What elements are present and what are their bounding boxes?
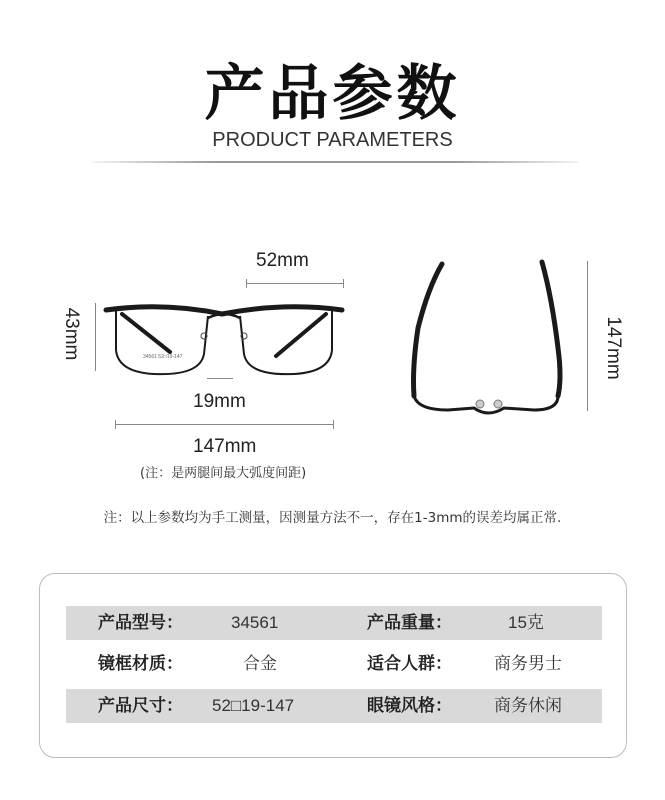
lens-height-label: 43mm [61,307,82,361]
spec-label-style: 眼镜风格： [367,696,452,716]
lens-width-tick-left [246,279,247,288]
total-width-tick-right [333,420,334,429]
spec-value-style: 商务休闲 [494,696,562,715]
lens-width-line [246,283,344,284]
glasses-top-view-image [408,258,568,418]
spec-value-weight: 15克 [508,613,544,632]
lens-width-tick-right [343,279,344,288]
spec-label-weight: 产品重量： [367,613,452,633]
header-divider [92,161,578,163]
page-title: 产品参数 [204,59,461,129]
spec-label-material: 镜框材质： [98,654,183,674]
spec-row [66,647,602,681]
frame-inner-label: 34561 52□19-147 [143,354,183,360]
total-width-note: (注：是两腿间最大弧度间距) [140,466,307,481]
page-subtitle: PRODUCT PARAMETERS [212,129,453,151]
spec-value-audience: 商务男士 [494,654,562,673]
spec-row [66,689,602,723]
spec-value-model: 34561 [231,613,279,632]
spec-label-model: 产品型号： [98,613,183,633]
bridge-line [207,378,233,379]
glasses-front-image [104,300,344,380]
spec-label-audience: 适合人群： [367,654,452,674]
total-width-tick-left [115,420,116,429]
spec-value-size: 52□19-147 [212,696,295,715]
total-width-label: 147mm [193,436,257,457]
spec-value-material: 合金 [243,654,277,673]
total-width-line [115,424,334,425]
spec-row [66,606,602,640]
bridge-label: 19mm [193,391,246,412]
temple-length-label: 147mm [603,316,624,380]
lens-height-line [95,303,96,371]
spec-label-size: 产品尺寸： [98,696,183,716]
temple-length-line [587,261,588,411]
lens-width-label: 52mm [256,250,309,271]
measurement-note: 注：以上参数均为手工测量，因测量方法不一，存在1-3mm的误差均属正常. [103,510,562,526]
